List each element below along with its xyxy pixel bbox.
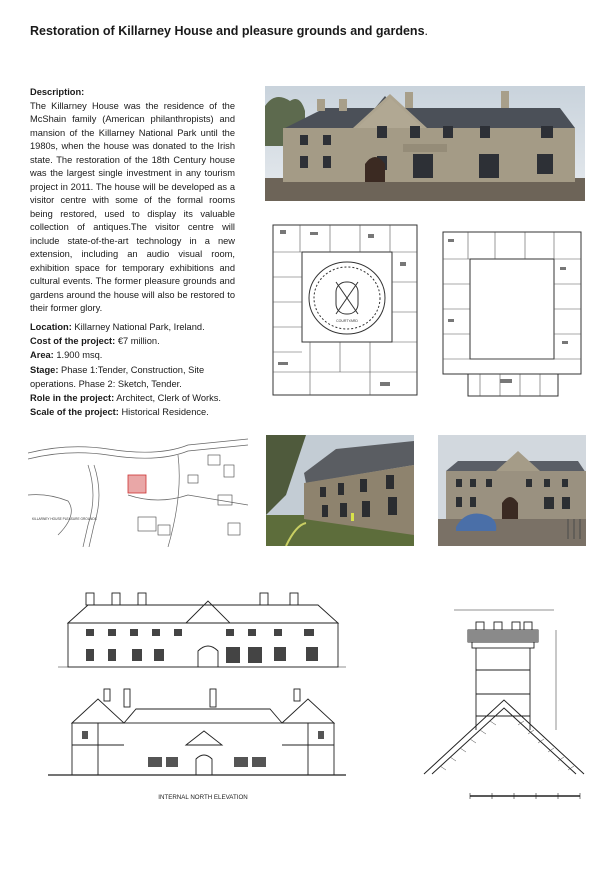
house-construction-photo — [438, 435, 586, 546]
description-body: The Killarney House was the residence of the McShain family (American philanthropists) and mansion of the Killarney National Park until the 1980s, when the house was donated to the Irish state. The restoration of the 18th Century house was the largest single investment in any tourism project in 2011. The house will be developed as a visitor centre with some of the formal rooms being restored, used to display its valuable collection of antiques.The visitor centre will include state-of-the-art technology in a new extension, including an audio visual room, exhibition space for temporary exhibitions and cultural events. The former pleasure grounds and gardens around the house will also be restored to their former glory. — [30, 100, 235, 313]
title-period: . — [424, 24, 429, 38]
house-front-photo — [265, 86, 585, 201]
title-text: Restoration of Killarney House and pleasure grounds and gardens — [30, 24, 425, 38]
site-location-map — [28, 435, 248, 547]
fact-location: Location: Killarney National Park, Ireland. — [30, 322, 205, 332]
project-facts — [30, 320, 240, 419]
ground-floor-plan — [270, 222, 420, 400]
elevation-drawings — [28, 585, 348, 803]
fact-role: Role in the project: Architect, Clerk of Works. — [30, 393, 221, 404]
page-title — [30, 24, 428, 38]
description-block — [30, 86, 235, 316]
first-floor-plan — [440, 229, 585, 401]
fact-area: Area: 1.900 msq. — [30, 350, 103, 361]
chimney-section-drawing — [420, 600, 590, 800]
fact-scale: Scale of the project: Historical Residence. — [30, 407, 209, 418]
fact-cost: Cost of the project: €7 million. — [30, 336, 160, 347]
fact-stage: Stage: Phase 1:Tender, Construction, Site operations. Phase 2: Sketch, Tender. — [30, 364, 205, 389]
courtyard-label: COURTYARD — [336, 319, 358, 323]
house-side-photo — [266, 435, 414, 546]
description-heading: Description: — [30, 87, 85, 97]
elevation-caption: INTERNAL NORTH ELEVATION — [158, 794, 248, 801]
site-map-label: KILLARNEY HOUSE PLEASURE GROUNDS — [32, 517, 97, 521]
